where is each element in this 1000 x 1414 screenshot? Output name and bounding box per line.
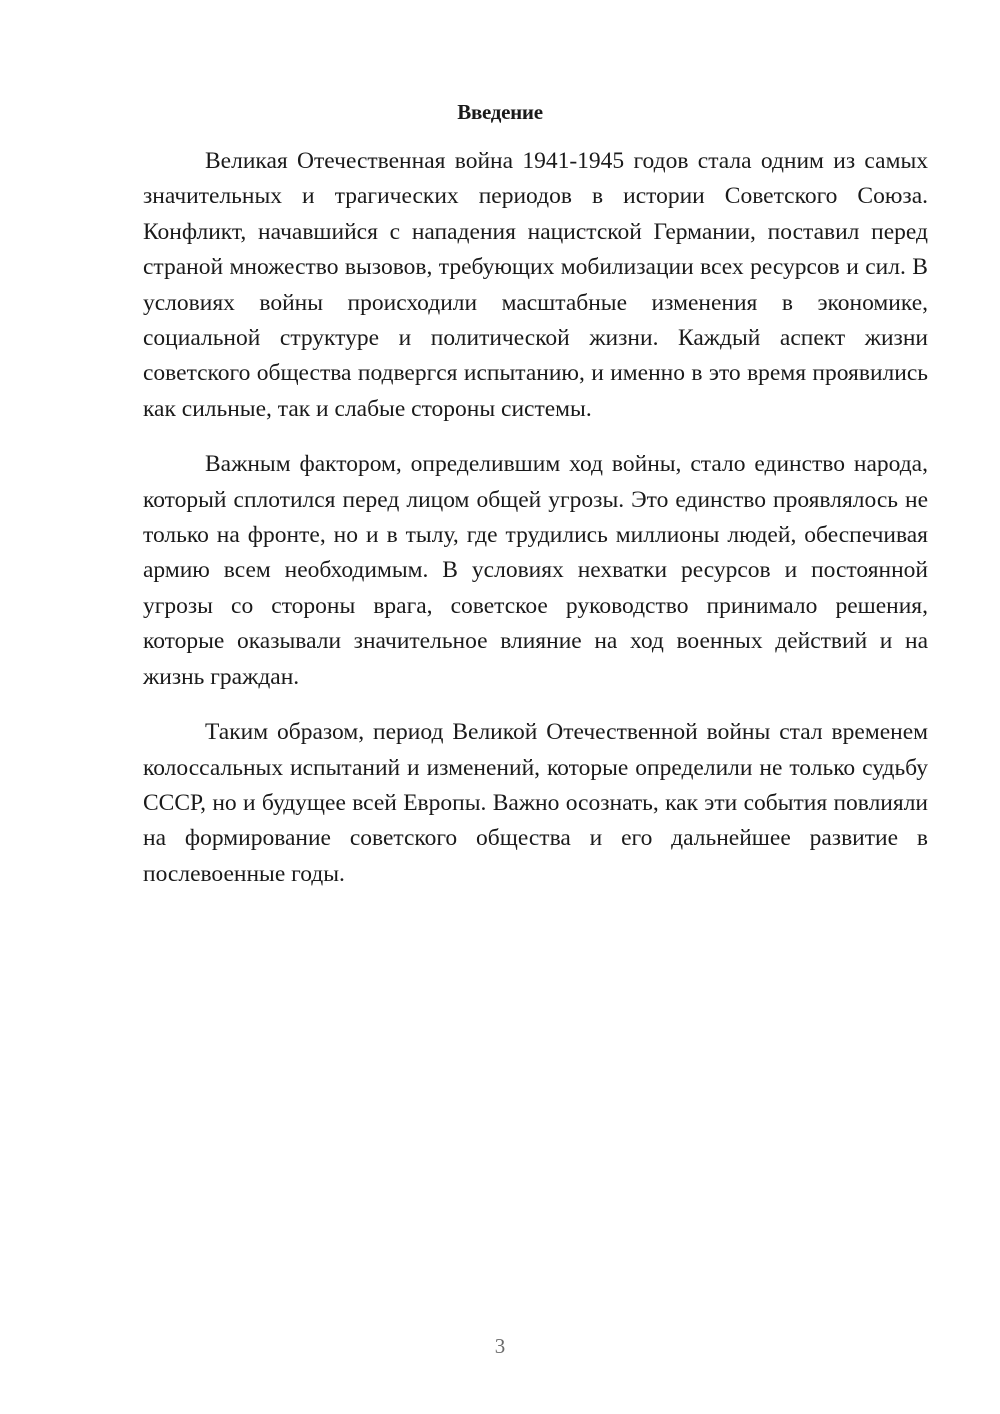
- page-title: Введение: [457, 100, 543, 124]
- paragraph-2: Важным фактором, определившим ход войны, стало единство народа, который сплотился перед лицом общей угрозы. Это единство проявлялось не только на фронте, но и в тылу, где трудились миллионы людей, обеспечивая армию всем необходимым. В условиях нехватки ресурсов и постоянной угрозы со стороны врага, советское руководство принимало решения, которые оказывали значительное влияние на ход военных действий и на жизнь граждан.: [143, 451, 928, 690]
- body-text: [143, 144, 928, 892]
- paragraph-3: Таким образом, период Великой Отечественной войны стал временем колоссальных испытаний и изменений, которые определили не только судьбу СССР, но и будущее всей Европы. Важно осознать, как эти события повлияли на формирование советского общества и его дальнейшее развитие в послевоенные годы.: [143, 719, 928, 887]
- page-number: 3: [494, 1334, 506, 1358]
- paragraph-1: Великая Отечественная война 1941-1945 годов стала одним из самых значительных и трагических периодов в истории Советского Союза. Конфликт, начавшийся с нападения нацистской Германии, поставил перед страной множество вызовов, требующих мобилизации всех ресурсов и сил. В условиях войны происходили масштабные изменения в экономике, социальной структуре и политической жизни. Каждый аспект жизни советского общества подвергся испытанию, и именно в это время проявились как сильные, так и слабые стороны системы.: [143, 148, 928, 422]
